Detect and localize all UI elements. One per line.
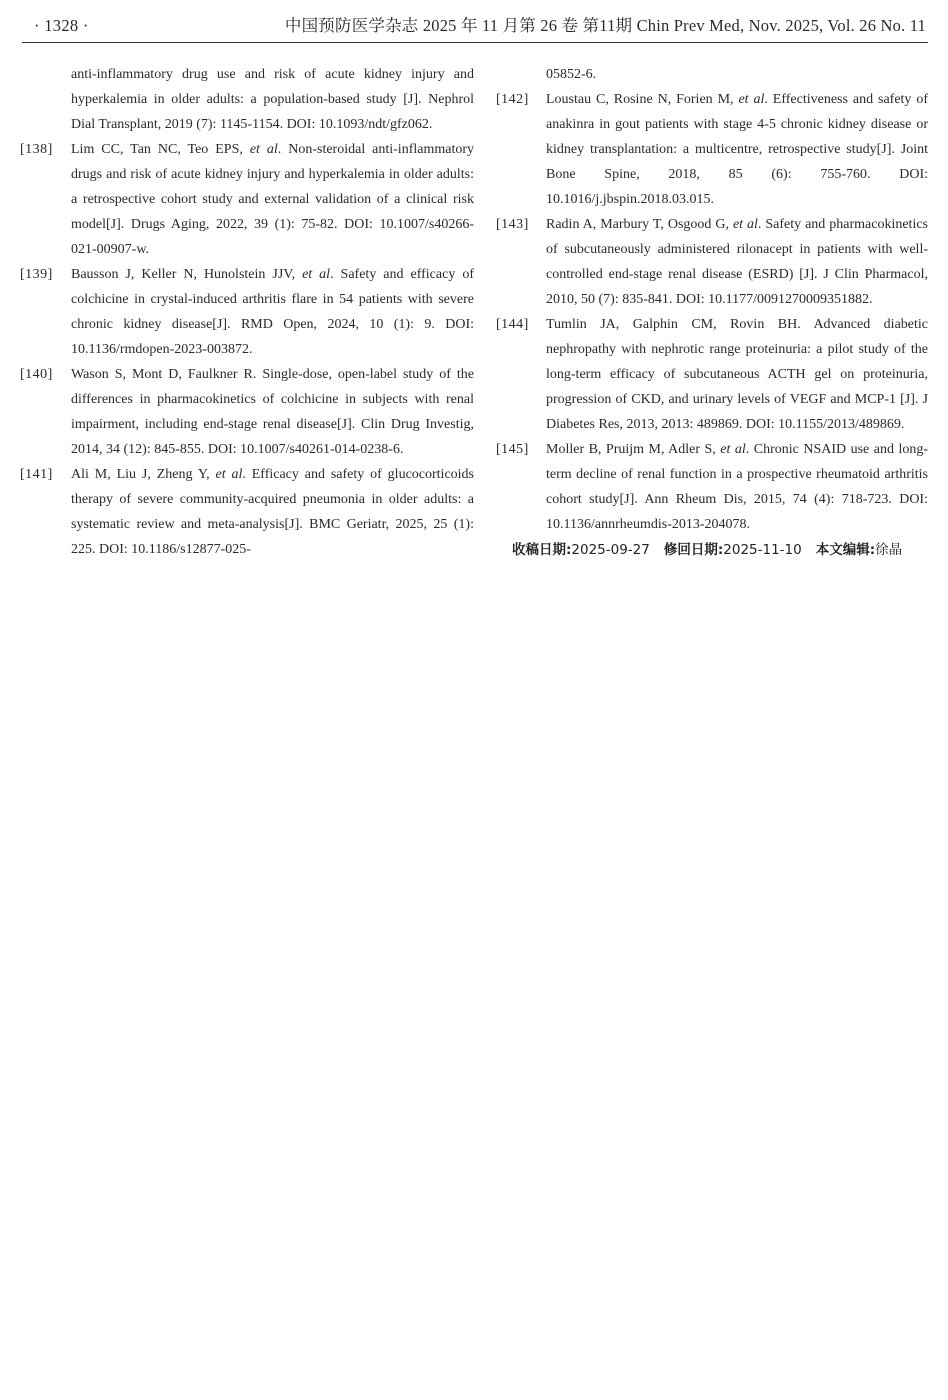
editor-label: 本文编辑: — [815, 542, 876, 558]
left-reference-column — [20, 62, 474, 562]
reference-text: Bausson J, Keller N, Hunolstein JJV, et al. Safety and efficacy of colchicine in crystal-induced arthritis flare in 54 patients with severe chronic kidney disease[J]. RMD Open, 2024, 10 (1): 9. DOI: 10.1136/rmdopen-2023-003872. — [71, 267, 474, 357]
reference-140 — [20, 362, 474, 462]
revised-date-label: 修回日期: — [663, 542, 724, 558]
reference-138 — [20, 137, 474, 262]
article-dates-line — [496, 538, 928, 563]
reference-text: Lim CC, Tan NC, Teo EPS, et al. Non-steroidal anti-inflammatory drugs and risk of acute kidney injury and hyperkalemia in older adults: a retrospective cohort study and external validation of a clinical risk model[J]. Drugs Aging, 2022, 39 (1): 75-82. DOI: 10.1007/s40266-021-00907-w. — [71, 142, 475, 257]
editor-name: 徐晶 — [875, 542, 903, 558]
reference-144 — [496, 312, 928, 437]
journal-citation-line: 中国预防医学杂志 2025 年 11 月第 26 卷 第11期 Chin Prev Med, Nov. 2025, Vol. 26 No. 11 — [284, 16, 926, 35]
reference-number: [139] — [20, 267, 53, 282]
reference-text: Moller B, Pruijm M, Adler S, et al. Chronic NSAID use and long-term decline of renal function in a prospective rheumatoid arthritis cohort study[J]. Ann Rheum Dis, 2015, 74 (4): 718-723. DOI: 10.1136/annrheumdis-2013-204078. — [546, 442, 929, 532]
page-number: · 1328 · — [34, 16, 89, 35]
reference-number: [138] — [20, 142, 53, 157]
reference-number: [143] — [496, 217, 529, 232]
revised-date: 2025-11-10 — [723, 542, 802, 558]
reference-142 — [496, 87, 928, 212]
reference-141 — [20, 462, 474, 562]
reference-text: Loustau C, Rosine N, Forien M, et al. Effectiveness and safety of anakinra in gout patients with stage 4-5 chronic kidney disease or kidney transplantation: a multicentre, retrospective study[J]. Joint Bone Spine, 2018, 85 (6): 755-760. DOI: 10.1016/j.jbspin.2018.03.015. — [546, 92, 928, 207]
right-reference-column — [496, 62, 928, 563]
reference-text: Wason S, Mont D, Faulkner R. Single-dose, open-label study of the differences in pharmacokinetics of colchicine in subjects with renal impairment, including end-stage renal disease[J]. Clin Drug Investig, 2014, 34 (12): 845-855. DOI: 10.1007/s40261-014-0238-6. — [71, 367, 474, 457]
reference-text: Ali M, Liu J, Zheng Y, et al. Efficacy and safety of glucocorticoids therapy of severe community-acquired pneumonia in older adults: a systematic review and meta-analysis[J]. BMC Geriatr, 2025, 25 (1): 225. DOI: 10.1186/s12877-025- — [71, 467, 474, 557]
continued-reference-141: 05852-6. — [546, 67, 597, 82]
received-date: 2025-09-27 — [571, 542, 650, 558]
reference-number: [141] — [20, 467, 53, 482]
reference-number: [140] — [20, 367, 53, 382]
reference-text: Tumlin JA, Galphin CM, Rovin BH. Advanced diabetic nephropathy with nephrotic range proteinuria: a pilot study of the long-term efficacy of subcutaneous ACTH gel on proteinuria, progression of CKD, and urinary levels of VEGF and MCP-1 [J]. J Diabetes Res, 2013, 2013: 489869. DOI: 10.1155/2013/489869. — [546, 317, 928, 432]
reference-number: [142] — [496, 92, 529, 107]
received-date-label: 收稿日期: — [512, 542, 572, 558]
continued-reference-137: anti-inflammatory drug use and risk of acute kidney injury and hyperkalemia in older adults: a population-based study [J]. Nephrol Dial Transplant, 2019 (7): 1145-1154. DOI: 10.1093/ndt/gfz062. — [71, 67, 474, 132]
reference-number: [145] — [496, 442, 529, 457]
running-header — [22, 14, 928, 43]
reference-143 — [496, 212, 928, 312]
reference-text: Radin A, Marbury T, Osgood G, et al. Safety and pharmacokinetics of subcutaneously administered rilonacept in patients with well-controlled end-stage renal disease (ESRD) [J]. J Clin Pharmacol, 2010, 50 (7): 835-841. DOI: 10.1177/0091270009351882. — [546, 217, 928, 307]
reference-number: [144] — [496, 317, 529, 332]
reference-139 — [20, 262, 474, 362]
reference-145 — [496, 437, 928, 537]
